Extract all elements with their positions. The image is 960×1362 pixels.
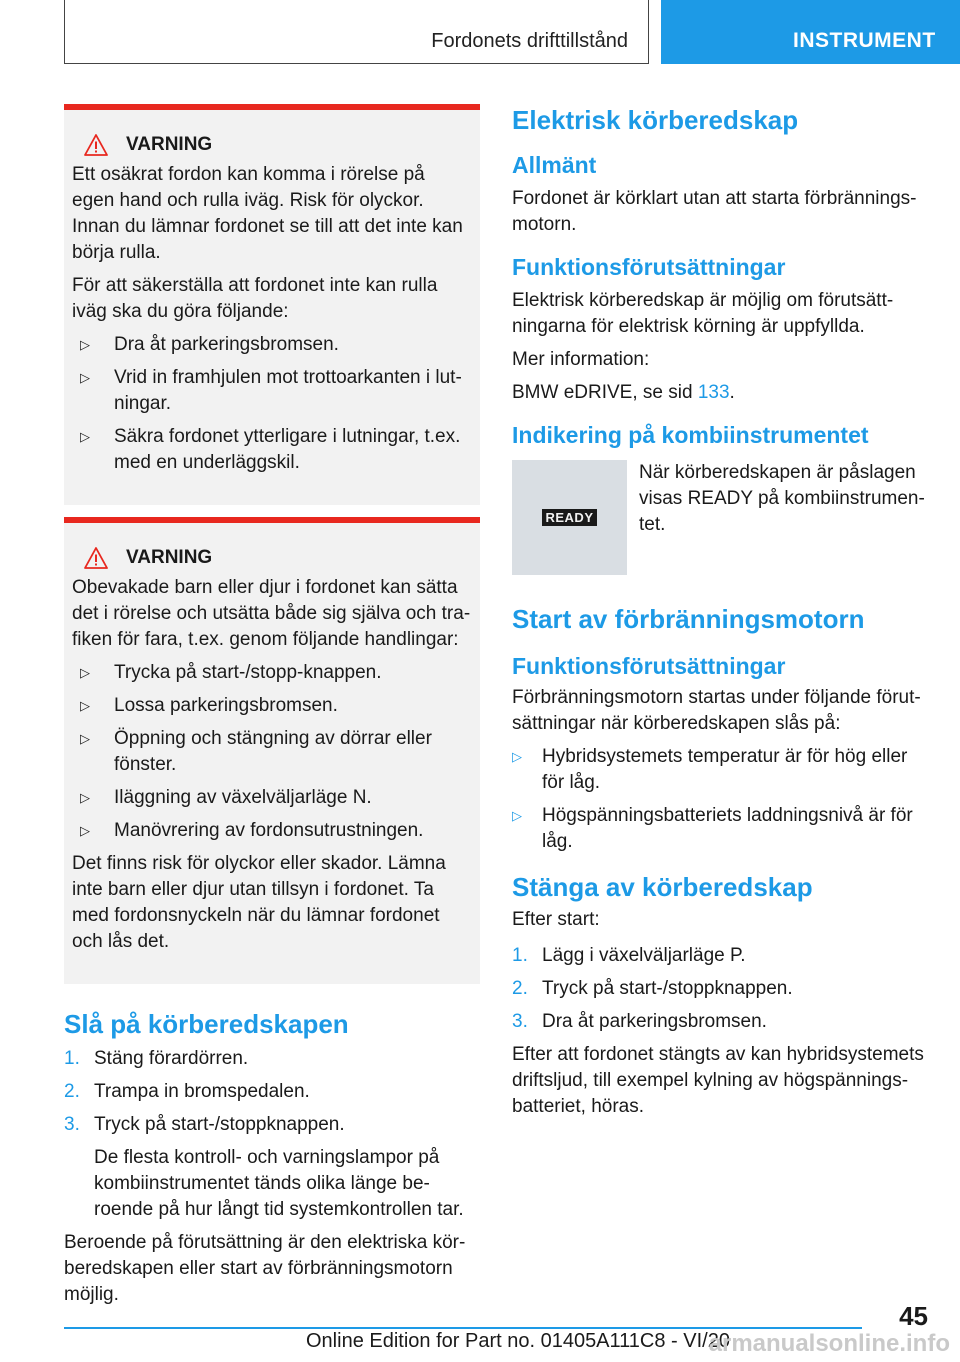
warning-heading bbox=[72, 132, 472, 158]
triangle-right-outline-icon: ▷ bbox=[80, 337, 90, 352]
triangle-right-outline-icon: ▷ bbox=[80, 790, 90, 805]
list-item: ▷ Högspänningsbatteriets laddningsnivå är för låg. bbox=[512, 803, 928, 855]
left-column bbox=[64, 104, 480, 1315]
list-item: 3. Dra åt parkeringsbromsen. bbox=[512, 1011, 767, 1032]
header-section-box bbox=[64, 0, 649, 64]
step-note: De flesta kontroll- och varningslampor på kombiinstrumentet tänds olika länge be-roende på hur långt tid systemkontrollen tar. bbox=[94, 1147, 464, 1220]
page-number: 45 bbox=[899, 1301, 928, 1331]
list-item: 2. Tryck på start-/stoppknappen. bbox=[512, 978, 793, 999]
triangle-right-outline-icon: ▷ bbox=[80, 665, 90, 680]
warning-triangle-icon bbox=[84, 547, 108, 569]
triangle-right-outline-icon: ▷ bbox=[512, 808, 522, 823]
right-column bbox=[512, 104, 928, 1127]
bullet-list bbox=[512, 744, 928, 855]
section-title: Start av förbränningsmotorn bbox=[512, 604, 865, 634]
section-slaa-paa bbox=[64, 1008, 480, 1308]
list-item: 3. Tryck på start-/stoppknappen. bbox=[64, 1114, 345, 1135]
list-item: ▷ Hybridsystemets temperatur är för hög eller för låg. bbox=[512, 744, 928, 796]
body-text: Fordonet är körklart utan att starta förbrännings-motorn. bbox=[512, 188, 917, 235]
list-item: ▷ Trycka på start-/stopp-knappen. bbox=[72, 660, 472, 686]
warning-box-1 bbox=[64, 104, 480, 505]
instrument-cluster-image bbox=[512, 460, 627, 575]
ready-indicator: READY bbox=[542, 509, 596, 526]
body-text: Efter att fordonet stängts av kan hybridsystemets driftsljud, till exempel kylning av högspännings-batteriet, höras. bbox=[512, 1044, 924, 1117]
header-chapter-tab bbox=[661, 0, 960, 64]
ready-indicator-figure bbox=[512, 460, 928, 575]
footer-edition: Online Edition for Part no. 01405A111C8 - VI/20 bbox=[306, 1330, 730, 1352]
triangle-right-outline-icon: ▷ bbox=[80, 823, 90, 838]
warning-text: För att säkerställa att fordonet inte kan rulla iväg ska du göra följande: bbox=[72, 275, 438, 322]
body-text: Efter start: bbox=[512, 909, 600, 930]
list-item: ▷ Säkra fordonet ytterligare i lutningar, t.ex. med en underläggskil. bbox=[72, 424, 472, 476]
header-section-title: Fordonets drifttillstånd bbox=[431, 30, 628, 52]
body-text: Mer information: bbox=[512, 349, 650, 370]
page-reference-link[interactable]: 133 bbox=[697, 382, 730, 403]
subsection-title: Funktionsförutsättningar bbox=[512, 653, 786, 679]
list-item: ▷ Iläggning av växelväljarläge N. bbox=[72, 785, 472, 811]
warning-text: Obevakade barn eller djur i fordonet kan sätta det i rörelse och utsätta både sig själva och tra-fiken för fara, t.ex. genom följande handlingar: bbox=[72, 577, 471, 650]
triangle-right-outline-icon: ▷ bbox=[80, 731, 90, 746]
section-title: Stänga av körberedskap bbox=[512, 872, 813, 902]
list-item: 1. Lägg i växelväljarläge P. bbox=[512, 945, 746, 966]
list-item: ▷ Vrid in framhjulen mot trottoarkanten i lut-ningar. bbox=[72, 365, 472, 417]
warning-text: Det finns risk för olyckor eller skador. Lämna inte barn eller djur utan tillsyn i fordonet. Ta med fordonsnyckeln när du lämnar fordonet och lås det. bbox=[72, 853, 446, 952]
list-item: ▷ Manövrering av fordonsutrustningen. bbox=[72, 818, 472, 844]
list-item: 2. Trampa in bromspedalen. bbox=[64, 1081, 310, 1102]
triangle-right-outline-icon: ▷ bbox=[80, 698, 90, 713]
list-item: ▷ Öppning och stängning av dörrar eller fönster. bbox=[72, 726, 472, 778]
warning-heading bbox=[72, 545, 472, 571]
header-chapter-label: INSTRUMENT bbox=[793, 29, 936, 52]
warning-text: Ett osäkrat fordon kan komma i rörelse på egen hand och rulla iväg. Risk för olyckor. Innan du lämnar fordonet se till att det inte kan börja rulla. bbox=[72, 164, 463, 263]
warning-box-2 bbox=[64, 517, 480, 984]
body-text: Förbränningsmotorn startas under följande förut-sättningar när körberedskapen slås på: bbox=[512, 687, 921, 734]
reference-line: BMW eDRIVE, se sid 133. bbox=[512, 382, 735, 403]
triangle-right-outline-icon: ▷ bbox=[80, 370, 90, 385]
subsection-title: Funktionsförutsättningar bbox=[512, 254, 786, 280]
list-item: ▷ Lossa parkeringsbromsen. bbox=[72, 693, 472, 719]
figure-caption: När körberedskapen är påslagen visas READY på kombiinstrumen-tet. bbox=[639, 462, 925, 535]
numbered-steps bbox=[64, 1046, 480, 1138]
triangle-right-outline-icon: ▷ bbox=[512, 749, 522, 764]
warning-triangle-icon bbox=[84, 134, 108, 156]
subsection-title: Indikering på kombiinstrumentet bbox=[512, 422, 869, 448]
numbered-steps bbox=[512, 943, 928, 1035]
body-text: Elektrisk körberedskap är möjlig om förutsätt-ningarna för elektrisk körning är uppfyllda. bbox=[512, 290, 894, 337]
section-title: Slå på körberedskapen bbox=[64, 1009, 349, 1039]
footer-divider bbox=[64, 1327, 862, 1329]
warning-bullet-list bbox=[72, 332, 472, 476]
subsection-title: Allmänt bbox=[512, 152, 597, 178]
list-item: 1. Stäng förardörren. bbox=[64, 1048, 249, 1069]
watermark: armanualsonline.info bbox=[708, 1330, 950, 1357]
warning-label: VARNING bbox=[126, 134, 213, 155]
list-item: ▷ Dra åt parkeringsbromsen. bbox=[72, 332, 472, 358]
section-title: Elektrisk körberedskap bbox=[512, 105, 799, 135]
warning-bullet-list bbox=[72, 660, 472, 844]
triangle-right-outline-icon: ▷ bbox=[80, 429, 90, 444]
body-text: Beroende på förutsättning är den elektriska kör-beredskapen eller start av förbränningsmotorn möjlig. bbox=[64, 1232, 466, 1305]
warning-label: VARNING bbox=[126, 547, 213, 568]
